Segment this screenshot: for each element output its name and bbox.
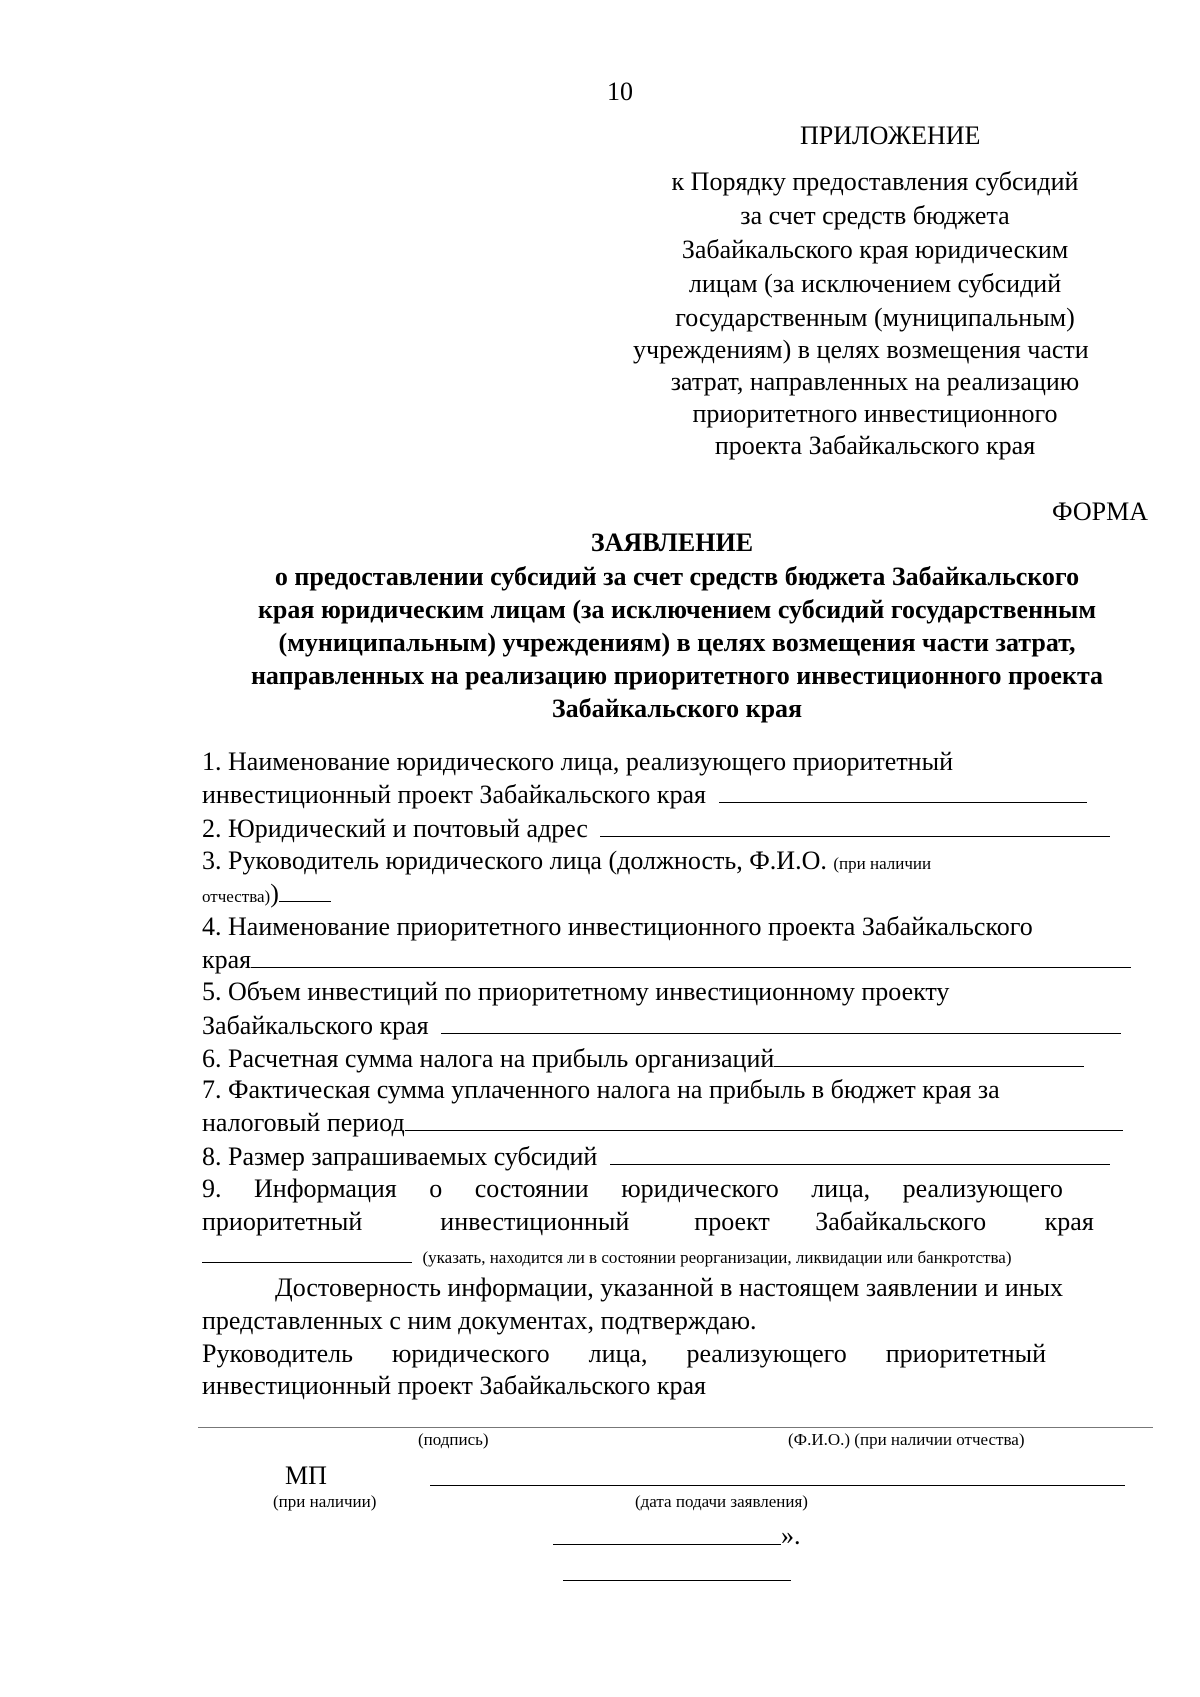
appendix-line: проекта Забайкальского края — [714, 431, 1036, 460]
doc-subtitle-line: края юридическим лицам (за исключением субсидий государственным — [257, 595, 1097, 624]
item-3-close: ) — [270, 879, 279, 908]
doc-subtitle-line: (муниципальным) учреждениям) в целях возмещения части затрат, — [278, 628, 1076, 657]
doc-subtitle-line: о предоставлении субсидий за счет средств бюджета Забайкальского — [274, 562, 1080, 591]
appendix-line: за счет средств бюджета — [740, 201, 1010, 230]
item-4-line-1: 4. Наименование приоритетного инвестиционного проекта Забайкальского — [202, 912, 1033, 941]
appendix-line: приоритетного инвестиционного — [692, 399, 1058, 428]
address-field[interactable] — [600, 812, 1110, 837]
item-3-line-1 — [202, 845, 1152, 880]
signature-line[interactable] — [198, 1427, 1153, 1428]
appendix-line: к Порядку предоставления субсидий — [671, 167, 1079, 196]
form-label: ФОРМА — [1052, 497, 1148, 526]
item-8 — [202, 1140, 1152, 1173]
signature-caption: (подпись) — [418, 1430, 489, 1449]
certify-line-2: представленных с ним документах, подтверждаю. — [202, 1306, 757, 1335]
doc-subtitle-line: Забайкальского края — [551, 694, 803, 723]
date-extra-line[interactable] — [553, 1544, 781, 1545]
item-4-line-2 — [202, 943, 1152, 976]
item-9-line-3 — [202, 1238, 1152, 1274]
quote-close: ». — [781, 1521, 801, 1550]
head-line-1: Руководитель юридического лица, реализующего приоритетный — [202, 1339, 1046, 1368]
appendix-line: Забайкальского края юридическим — [681, 235, 1069, 264]
item-3-note: (при наличии — [833, 854, 932, 873]
doc-title: ЗАЯВЛЕНИЕ — [590, 528, 754, 557]
appendix-line: учреждениям) в целях возмещения части — [633, 335, 1089, 364]
item-6 — [202, 1042, 1152, 1075]
legal-entity-name-field[interactable] — [719, 778, 1087, 803]
item-5-line-2 — [202, 1009, 1152, 1042]
item-1-line-1: 1. Наименование юридического лица, реализующего приоритетный — [202, 747, 953, 776]
item-6-label: 6. Расчетная сумма налога на прибыль организаций — [202, 1044, 775, 1073]
stamp-caption: (при наличии) — [273, 1492, 377, 1511]
date-line[interactable] — [430, 1485, 1125, 1486]
appendix-line: затрат, направленных на реализацию — [670, 367, 1080, 396]
item-8-label: 8. Размер запрашиваемых субсидий — [202, 1142, 598, 1171]
item-1-label: инвестиционный проект Забайкальского края — [202, 780, 707, 809]
head-name-field[interactable] — [279, 877, 331, 902]
item-3-label: 3. Руководитель юридического лица (должность, Ф.И.О. — [202, 846, 827, 875]
subsidy-amount-field[interactable] — [610, 1140, 1110, 1165]
paid-tax-field[interactable] — [405, 1106, 1123, 1131]
estimated-tax-field[interactable] — [774, 1042, 1084, 1067]
item-5-line-1: 5. Объем инвестиций по приоритетному инвестиционному проекту — [202, 977, 950, 1006]
fio-caption: (Ф.И.О.) (при наличии отчества) — [788, 1430, 1025, 1449]
item-7-label: налоговый период — [202, 1108, 405, 1137]
item-3-line-2 — [202, 877, 1152, 913]
certify-line-1: Достоверность информации, указанной в настоящем заявлении и иных — [275, 1273, 1064, 1302]
head-line-2: инвестиционный проект Забайкальского края — [202, 1371, 707, 1400]
item-4-label: края — [202, 945, 252, 974]
item-2-label: 2. Юридический и почтовый адрес — [202, 814, 588, 843]
date-caption: (дата подачи заявления) — [635, 1492, 808, 1511]
project-name-field[interactable] — [251, 943, 1131, 968]
appendix-line: лицам (за исключением субсидий — [688, 269, 1062, 298]
appendix-title: ПРИЛОЖЕНИЕ — [800, 121, 981, 150]
item-3-note-2: отчества) — [202, 887, 271, 906]
item-2 — [202, 812, 1152, 845]
appendix-line: государственным (муниципальным) — [675, 303, 1075, 332]
item-7-line-1: 7. Фактическая сумма уплаченного налога на прибыль в бюджет края за — [202, 1075, 1000, 1104]
item-5-label: Забайкальского края — [202, 1011, 429, 1040]
closing-line — [563, 1580, 791, 1581]
item-9-note: (указать, находится ли в состоянии реорганизации, ликвидации или банкротства) — [422, 1248, 1012, 1267]
item-7-line-2 — [202, 1106, 1152, 1139]
page-number: 10 — [607, 77, 633, 106]
stamp-label: МП — [285, 1461, 327, 1490]
entity-status-field[interactable] — [202, 1238, 412, 1263]
item-9-line-1: 9. Информация о состоянии юридического лица, реализующего — [202, 1174, 1063, 1203]
item-1-line-2 — [202, 778, 1152, 811]
item-9-line-2: приоритетный инвестиционный проект Забайкальского края — [202, 1207, 1094, 1236]
investment-volume-field[interactable] — [441, 1009, 1121, 1034]
doc-subtitle-line: направленных на реализацию приоритетного инвестиционного проекта — [250, 661, 1104, 690]
